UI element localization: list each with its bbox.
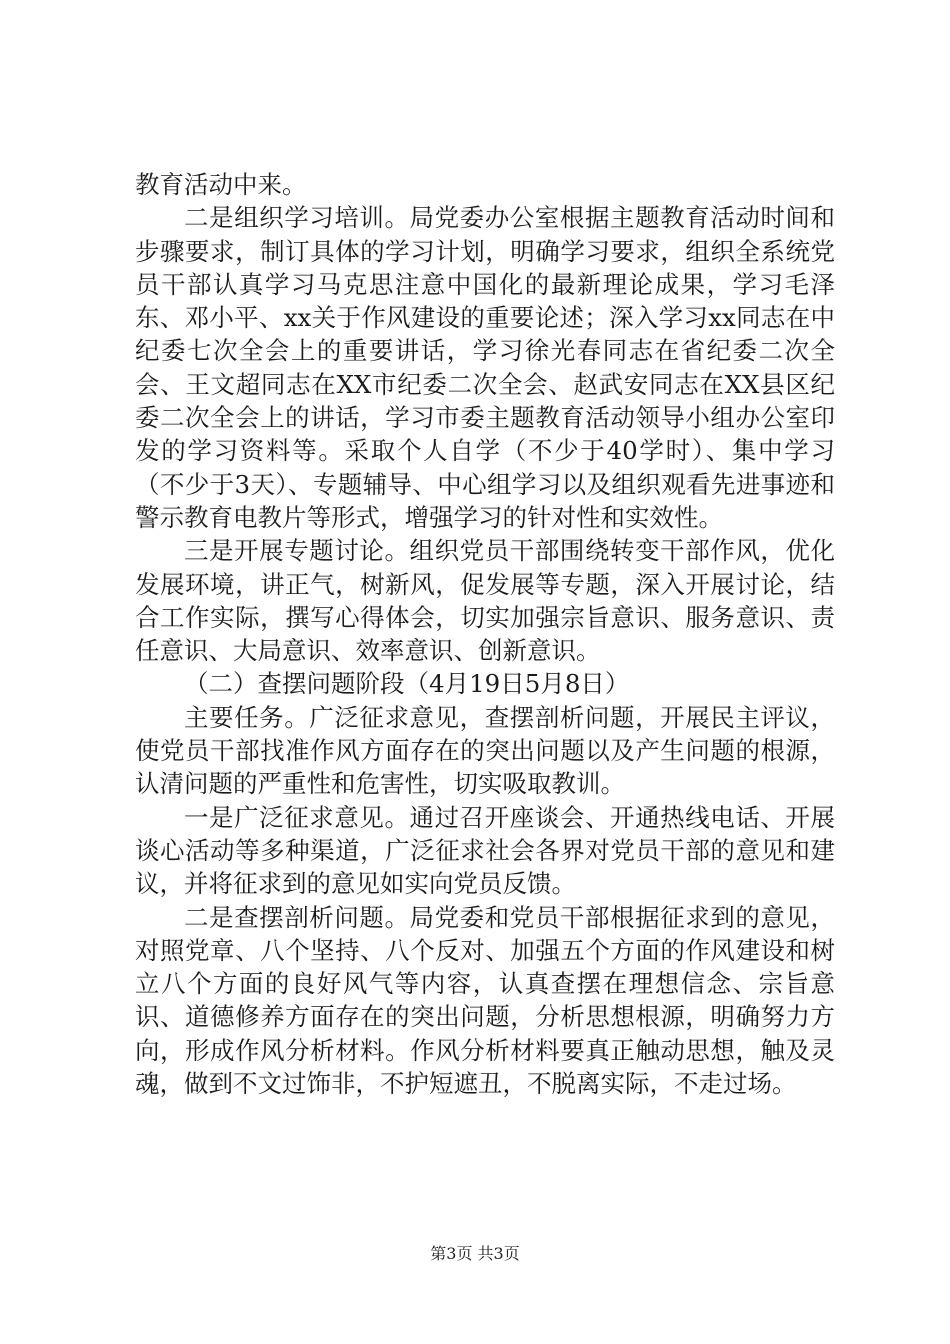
paragraph-analyze-problems: 二是查摆剖析问题。局党委和党员干部根据征求到的意见，对照党章、八个坚持、八个反对、加强五个方面的作风建设和树立八个方面的良好风气等内容，认真查摆在理想信念、宗旨意识、道德修养方面存在的突出问题，分析思想根源，明确努力方向，形成作风分析材料。作风分析材料要真正触动思想，触及灵魂，做到不文过饰非，不护短遮丑，不脱离实际，不走过场。: [135, 902, 835, 1099]
paragraph-main-tasks: 主要任务。广泛征求意见，查摆剖析问题，开展民主评议，使党员干部找准作风方面存在的突出问题以及产生问题的根源，认清问题的严重性和危害性，切实吸取教训。: [135, 702, 835, 799]
paragraph-topic-discussion: 三是开展专题讨论。组织党员干部围绕转变干部作风，优化发展环境，讲正气，树新风，促发展等专题，深入开展讨论，结合工作实际，撰写心得体会，切实加强宗旨意识、服务意识、责任意识、大局意识、效率意识、创新意识。: [135, 536, 835, 666]
page-number-label: 第3页 共3页: [430, 1244, 520, 1263]
section-heading-problem-finding: （二）查摆问题阶段（4月19日5月8日）: [184, 669, 630, 699]
document-body: [135, 168, 835, 1100]
page-footer: [0, 1244, 950, 1264]
paragraph-solicit-opinions: 一是广泛征求意见。通过召开座谈会、开通热线电话、开展谈心活动等多种渠道，广泛征求社会各界对党员干部的意见和建议，并将征求到的意见如实向党员反馈。: [135, 802, 835, 899]
paragraph-study-training: 二是组织学习培训。局党委办公室根据主题教育活动时间和步骤要求，制订具体的学习计划，明确学习要求，组织全系统党员干部认真学习马克思注意中国化的最新理论成果，学习毛泽东、邓小平、xx关于作风建设的重要论述；深入学习xx同志在中纪委七次全会上的重要讲话，学习徐光春同志在省纪委二次全会、王文超同志在XX市纪委二次全会、赵武安同志在XX县区纪委二次全会上的讲话，学习市委主题教育活动领导小组办公室印发的学习资料等。采取个人自学（不少于40学时）、集中学习（不少于3天）、专题辅导、中心组学习以及组织观看先进事迹和警示教育电教片等形式，增强学习的针对性和实效性。: [135, 203, 835, 532]
paragraph-continuation: 教育活动中来。: [135, 170, 307, 199]
